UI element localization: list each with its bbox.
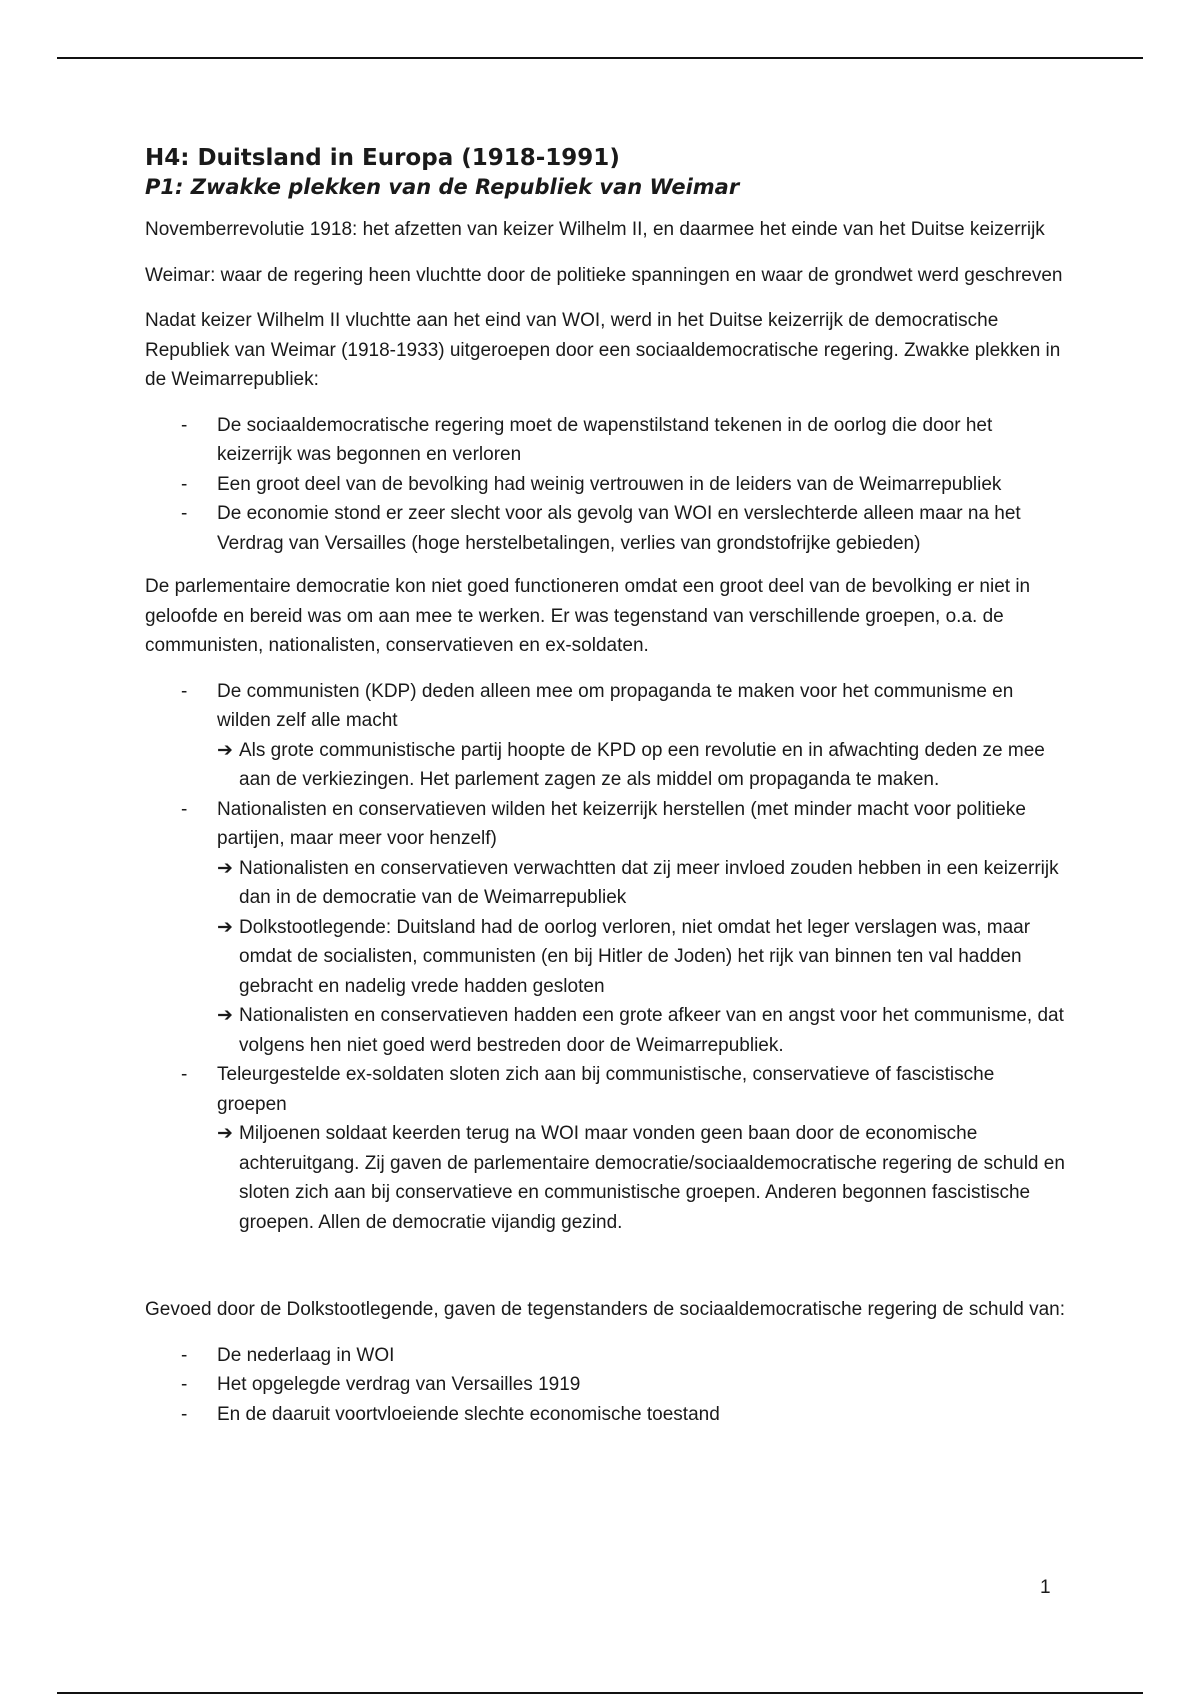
list-item: - De communisten (KDP) deden alleen mee om propaganda te maken voor het communisme en wilden zelf alle macht ➔ Als grote communistische partij hoopte de KPD op een revolutie en in afwachting deden ze mee aan de verkiezingen. Het parlement zagen ze als middel om propaganda te maken. — [145, 677, 1065, 795]
section-subtitle: P1: Zwakke plekken van de Republiek van Weimar — [145, 175, 740, 199]
arrow-right-icon: ➔ — [217, 739, 233, 761]
sub-list — [217, 736, 1065, 795]
paragraph-weimar: Weimar: waar de regering heen vluchtte door de politieke spanningen en waar de grondwet werd geschreven — [145, 264, 1063, 286]
list-item: - De sociaaldemocratische regering moet de wapenstilstand tekenen in de oorlog die door het keizerrijk was begonnen en verloren — [145, 411, 1065, 470]
blame-list — [145, 1341, 1065, 1430]
list-item: - Het opgelegde verdrag van Versailles 1919 — [145, 1370, 1065, 1400]
sub-list-item: ➔ Nationalisten en conservatieven verwachtten dat zij meer invloed zouden hebben in een keizerrijk dan in de democratie van de Weimarrepubliek — [217, 854, 1065, 913]
paragraph-republiek: Nadat keizer Wilhelm II vluchtte aan het eind van WOI, werd in het Duitse keizerrijk de democratische Republiek van Weimar (1918-1933) uitgeroepen door een sociaaldemocratische regering. Zwakke plekken in de Weimarrepubliek: — [145, 310, 1061, 390]
sub-list-item: ➔ Nationalisten en conservatieven hadden een grote afkeer van en angst voor het communisme, dat volgens hen niet goed werd bestreden door de Weimarrepubliek. — [217, 1001, 1065, 1060]
sub-list — [217, 1119, 1065, 1237]
paragraph-novemberrevolutie: Novemberrevolutie 1918: het afzetten van keizer Wilhelm II, en daarmee het einde van het Duitse keizerrijk — [145, 219, 1045, 240]
list-item: - De economie stond er zeer slecht voor als gevolg van WOI en verslechterde alleen maar na het Verdrag van Versailles (hoge herstelbetalingen, verlies van grondstofrijke gebieden) — [145, 499, 1065, 558]
opposition-groups-list — [145, 677, 1065, 1238]
list-item: - Een groot deel van de bevolking had weinig vertrouwen in de leiders van de Weimarrepubliek — [145, 470, 1065, 500]
dash-bullet: - — [181, 1064, 188, 1085]
dash-bullet: - — [181, 1374, 188, 1395]
chapter-title: H4: Duitsland in Europa (1918-1991) — [145, 145, 620, 171]
header-rule — [57, 57, 1143, 59]
list-item: - De nederlaag in WOI — [145, 1341, 1065, 1371]
list-item: - En de daaruit voortvloeiende slechte economische toestand — [145, 1400, 1065, 1430]
dash-bullet: - — [181, 798, 188, 820]
sub-list-item: ➔ Dolkstootlegende: Duitsland had de oorlog verloren, niet omdat het leger verslagen was, maar omdat de socialisten, communisten (en bij Hitler de Joden) het rijk van binnen ten val hadden gebracht en nadelig vrede hadden gesloten — [217, 913, 1065, 1002]
dash-bullet: - — [181, 680, 188, 702]
document-body — [145, 143, 1065, 1443]
dash-bullet: - — [181, 1403, 188, 1425]
dash-bullet: - — [181, 1344, 188, 1366]
paragraph-dolkstootlegende: Gevoed door de Dolkstootlegende, gaven de tegenstanders de sociaaldemocratische regering de schuld van: — [145, 1299, 1065, 1320]
list-item: - Teleurgestelde ex-soldaten sloten zich aan bij communistische, conservatieve of fascistische groepen ➔ Miljoenen soldaat keerden terug na WOI maar vonden geen baan door de economische achteruitgang. Zij gaven de parlementaire democratie/sociaaldemocratische regering de schuld en sloten zich aan bij conservatieve en communistische groepen. Anderen begonnen fascistische groepen. Allen de democratie vijandig gezind. — [145, 1060, 1065, 1237]
paragraph-parlementaire-democratie: De parlementaire democratie kon niet goed functioneren omdat een groot deel van de bevolking er niet in geloofde en bereid was om aan mee te werken. Er was tegenstand van verschillende groepen, o.a. de communisten, nationalisten, conservatieven en ex-soldaten. — [145, 576, 1031, 656]
list-item: - Nationalisten en conservatieven wilden het keizerrijk herstellen (met minder macht voor politieke partijen, maar meer voor henzelf) ➔ Nationalisten en conservatieven verwachtten dat zij meer invloed zouden hebben in een keizerrijk dan in de democratie van de Weimarrepubliek ➔ Dolkstootlegende: Duitsland had de oorlog verloren, niet omdat het leger verslagen was, maar omdat de socialisten, communisten (en bij Hitler de Joden) het rijk van binnen ten val hadden gebracht en nadelig vrede hadden gesloten ➔ Nationalisten en conservatieven hadden een grote afkeer van en angst voor het communisme, dat volgens hen niet goed werd bestreden door de Weimarrepubliek. — [145, 795, 1065, 1061]
arrow-right-icon: ➔ — [217, 1123, 233, 1144]
dash-bullet: - — [181, 503, 188, 524]
footer-rule — [57, 1692, 1143, 1694]
sub-list-item: ➔ Miljoenen soldaat keerden terug na WOI maar vonden geen baan door de economische achteruitgang. Zij gaven de parlementaire democratie/sociaaldemocratische regering de schuld en sloten zich aan bij conservatieve en communistische groepen. Anderen begonnen fascistische groepen. Allen de democratie vijandig gezind. — [217, 1119, 1065, 1237]
arrow-right-icon: ➔ — [217, 857, 233, 879]
sub-list — [217, 854, 1065, 1061]
spacer — [145, 1251, 1065, 1295]
dash-bullet: - — [181, 414, 188, 436]
dash-bullet: - — [181, 473, 188, 495]
arrow-right-icon: ➔ — [217, 916, 233, 938]
weak-points-list — [145, 411, 1065, 559]
arrow-right-icon: ➔ — [217, 1005, 233, 1026]
page-number: 1 — [1040, 1577, 1051, 1598]
sub-list-item: ➔ Als grote communistische partij hoopte de KPD op een revolutie en in afwachting deden ze mee aan de verkiezingen. Het parlement zagen ze als middel om propaganda te maken. — [217, 736, 1065, 795]
